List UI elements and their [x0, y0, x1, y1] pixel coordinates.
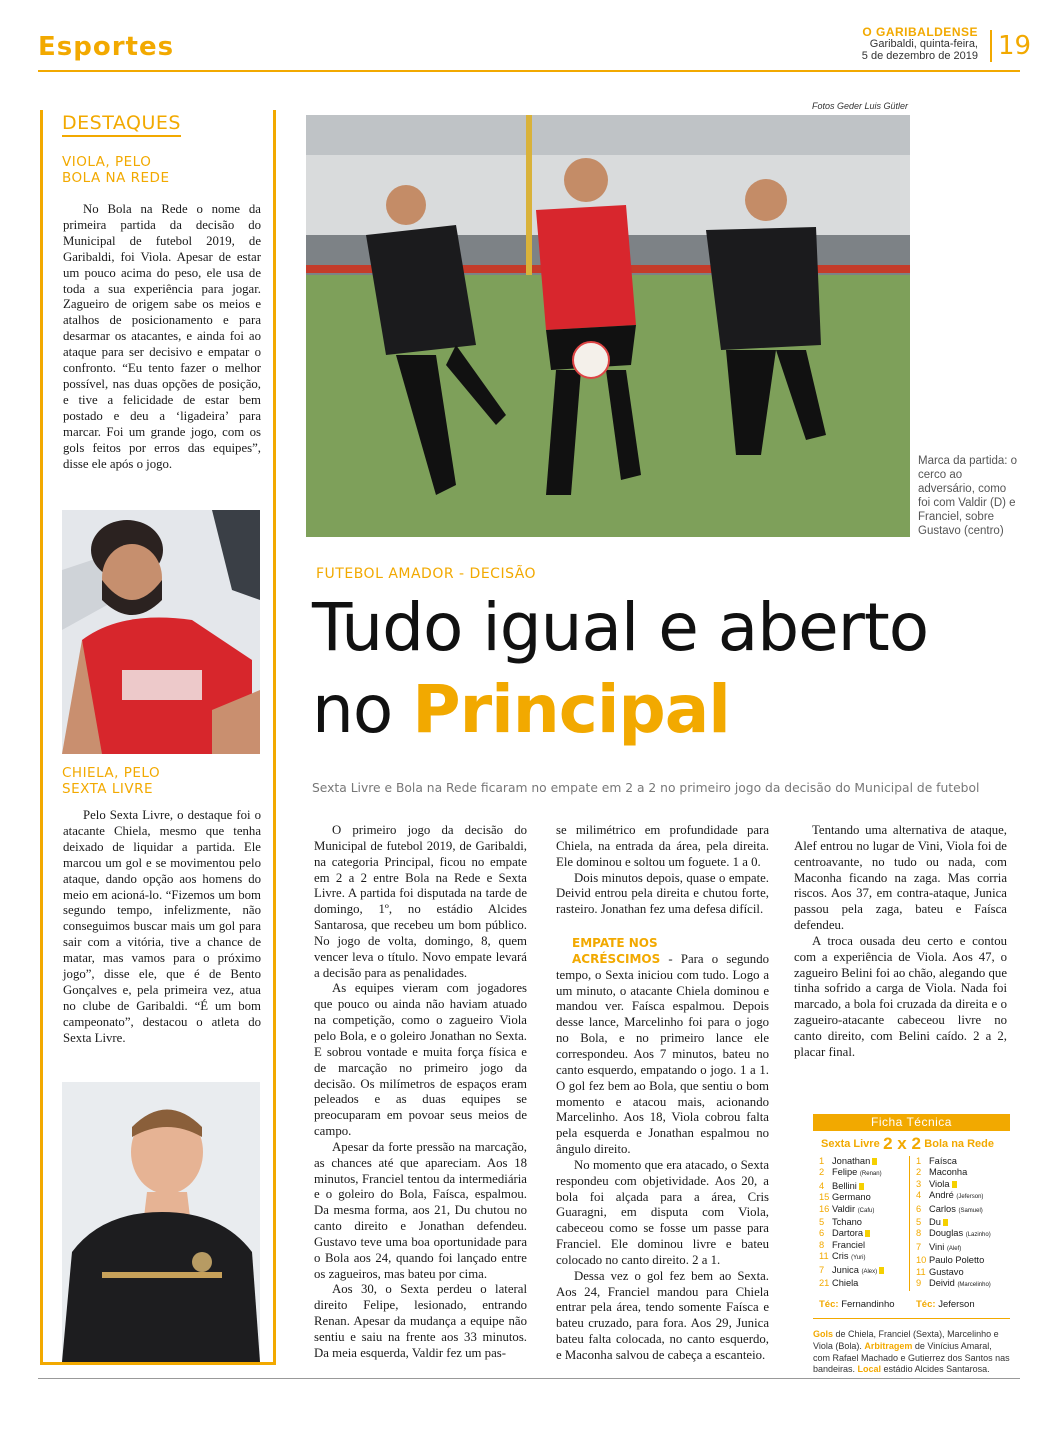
- gols-label: Gols: [813, 1329, 834, 1340]
- sub-line: CHIELA, PELO: [62, 765, 161, 781]
- match-illustration: [306, 115, 910, 537]
- sub-line: VIOLA, PELO: [62, 154, 152, 170]
- main-photo: [306, 115, 910, 537]
- section-title: Esportes: [38, 32, 175, 62]
- sidebar-text-viola: No Bola na Rede o nome da primeira partida da decisão do Municipal de futebol 2019, de Garibaldi, foi Viola. Apesar de estar um pouco acima do peso, ele usa de toda a sua experiência para jogar. Zagueiro de origem sabe os meios e atalhos de posicionamento e para desarmar os atacantes, e ainda foi ao ataque para ser decisivo e empatar o confronto. “Eu tento fazer o melhor possível, nas duas opções de posição, e tive a felicidade de estar bem postado e deu a ‘ligadeira’ para marcar. Foi um grande jogo, com os gols feitos por erros das equipes”, disse ele após o jogo.: [63, 202, 261, 471]
- coach-name: Jeferson: [938, 1299, 975, 1311]
- paragraph: Dessa vez o gol fez bem ao Sexta. Aos 24, Franciel mandou para Chiela entrar pela área, tendo somente Faísca e bateu cruzado, para fora. Aos 29, Junica bateu falta colocada, no canto esquerdo, e Maconha salvou de cabeça a escanteio.: [556, 1268, 769, 1362]
- player-number: 11: [819, 1251, 829, 1262]
- substitute-note: (Marcelinho): [957, 1282, 991, 1289]
- player-number: 6: [819, 1228, 825, 1239]
- substitute-note: (Lazinho): [965, 1232, 991, 1239]
- player-name: Cris: [832, 1251, 849, 1262]
- article-column-1: [314, 823, 527, 1362]
- player-number: 3: [916, 1178, 922, 1189]
- arbitragem-label: Arbitragem: [864, 1341, 913, 1352]
- sidebar-text-chiela: Pelo Sexta Livre, o destaque foi o atacante Chiela, mesmo que tenha deixado de liquidar a partida. Ele marcou um gol e se movimentou pelo ataque, dando opção aos homens do meio em acioná-lo. “Fizemos um bom segundo tempo, infelizmente, não conseguimos buscar mais um gol para sair com a vitória, tive a chance de matar, mas vamos para o próximo jogo”, disse ele, que é de Bento Gonçalves e, pela primeira vez, atua no clube de Garibaldi. “É um bom campeonato”, destacou o atleta do Sexta Livre.: [63, 808, 261, 1045]
- score: 2 x 2: [883, 1134, 921, 1153]
- player-number: 1: [916, 1156, 922, 1166]
- headline-highlight: Principal: [412, 671, 730, 748]
- player-name: Chiela: [832, 1278, 859, 1289]
- player-row: [819, 1265, 909, 1278]
- player-name: André: [929, 1190, 954, 1201]
- home-coach: [813, 1299, 910, 1310]
- intertitle: ACRÉSCIMOS: [572, 951, 661, 966]
- arbitragem-text: de Vinícius Amaral, com Rafael Machado e Gutierrez dos Santos nas bandeiras.: [813, 1341, 1010, 1375]
- player-row: [819, 1192, 909, 1203]
- player-row: [916, 1228, 991, 1241]
- local-text: estádio Alcides Santarosa.: [881, 1364, 990, 1375]
- gols-text: de Chiela, Franciel (Sexta), Marcelinho e Viola (Bola).: [813, 1329, 999, 1352]
- paragraph-intertitle: [556, 936, 769, 1158]
- substitute-note: (Yuri): [851, 1255, 866, 1262]
- headline-line1: Tudo igual e aberto: [312, 589, 929, 666]
- player-row: [916, 1267, 991, 1278]
- substitute-note: (Samuel): [958, 1207, 983, 1214]
- yellow-card-icon: [943, 1219, 948, 1226]
- player-name: Germano: [832, 1192, 871, 1203]
- coach-label: Téc:: [916, 1299, 936, 1311]
- viola-illustration: [62, 1082, 260, 1362]
- sidebar-subtitle-chiela: [62, 765, 160, 797]
- paragraph: Apesar da forte pressão na marcação, as chances até que apareciam. Aos 18 minutos, Franciel tentou da intermediária e o goleiro do Bola, Faísca, espalmou. Da mesma forma, aos 21, Du chutou no canto direito e Jonathan defendeu. Gustavo teve uma boa oportunidade para o Bola aos 24, quando foi lançado entre os zagueiros, mas bateu por cima.: [314, 1139, 527, 1281]
- player-row: [819, 1278, 909, 1289]
- player-name: Viola: [929, 1178, 950, 1189]
- intertitle: EMPATE NOS: [572, 936, 658, 951]
- player-row: [916, 1217, 991, 1228]
- location-date: Garibaldi, quinta-feira,: [869, 38, 978, 50]
- player-name: Junica: [832, 1264, 859, 1275]
- substitute-note: (Jeferson): [956, 1194, 984, 1201]
- player-number: 1: [819, 1156, 825, 1166]
- player-row: [819, 1217, 909, 1228]
- player-number: 11: [916, 1266, 926, 1277]
- player-number: 15: [819, 1192, 830, 1203]
- sub-line: BOLA NA REDE: [62, 170, 170, 186]
- player-row: [819, 1181, 909, 1192]
- yellow-card-icon: [952, 1181, 957, 1188]
- player-number: 4: [819, 1180, 825, 1191]
- player-name: Du: [929, 1217, 941, 1228]
- paragraph: A troca ousada deu certo e contou com a experiência de Viola. Aos 47, o zagueiro Belini foi ao chão, alegando que tinha sofrido a carga de Viola. Nada foi marcado, a bola foi cruzada da direita e o zagueiro-atacante cabeceou livre no canto direito, com Belini caído. 2 a 2, placar final.: [794, 933, 1007, 1059]
- substitute-note: (Alex): [861, 1268, 878, 1275]
- player-name: Faísca: [929, 1156, 957, 1166]
- home-team: Sexta Livre: [821, 1138, 880, 1150]
- player-name: Paulo Poletto: [929, 1255, 985, 1266]
- player-row: [916, 1190, 991, 1203]
- local-label: Local: [857, 1364, 882, 1375]
- player-row: [916, 1156, 991, 1167]
- paragraph: Aos 30, o Sexta perdeu o lateral direito Felipe, lesionado, entrando Renan. Apesar da mudança a equipe não sentiu e saiu na frente aos 33 minutos. Da meia esquerda, Valdir fez um pas-: [314, 1282, 527, 1360]
- chiela-illustration: [62, 510, 260, 754]
- ficha-details: [813, 1318, 1010, 1375]
- player-number: 7: [916, 1241, 922, 1252]
- yellow-card-icon: [865, 1230, 870, 1237]
- player-name: Douglas: [929, 1228, 964, 1239]
- article-column-2: [556, 823, 769, 1364]
- player-row: [916, 1255, 991, 1266]
- coach-name: Fernandinho: [841, 1299, 895, 1311]
- player-name: Vini: [929, 1241, 945, 1252]
- article-kicker: FUTEBOL AMADOR - DECISÃO: [316, 566, 537, 582]
- photo-viola: [62, 1082, 260, 1362]
- player-name: Carlos: [929, 1203, 956, 1214]
- headline-line2: [312, 670, 730, 750]
- player-row: [819, 1167, 909, 1180]
- article-lead: Sexta Livre e Bola na Rede ficaram no empate em 2 a 2 no primeiro jogo da decisão do Municipal de futebol: [312, 781, 980, 795]
- paragraph: No momento que era atacado, o Sexta respondeu com objetividade. Aos 20, a bola foi alçada para a área, Cris Guaragni, em disputa com Viola, cabeceou como se fosse um passe para Franciel. Ele dominou livre e bateu colocado no canto direito. 2 a 1.: [556, 1157, 769, 1267]
- substitute-note: (Alef): [946, 1245, 962, 1252]
- player-name: Bellini: [832, 1180, 857, 1191]
- player-number: 10: [916, 1255, 927, 1266]
- player-name: Felipe: [832, 1167, 858, 1178]
- player-row: [916, 1204, 991, 1217]
- sidebar-heading: DESTAQUES: [62, 112, 181, 137]
- player-number: 6: [916, 1203, 922, 1214]
- player-name: Valdir: [832, 1203, 856, 1214]
- paragraph: As equipes vieram com jogadores que pouco ou ainda não haviam atuado na competição, como o zagueiro Viola pelo Bola, e o goleiro Jonathan no Sexta. E sobrou vontade e muita força física e de marcação no primeiro jogo da decisão. Os milímetros de espaços eram peleados e as duas equipes se preocuparam em povoar seus meios de campo.: [314, 981, 527, 1139]
- paragraph: se milimétrico em profundidade para Chiela, na entrada da área, pela direita. Ele dominou e soltou um foguete. 1 a 0.: [556, 823, 769, 869]
- yellow-card-icon: [859, 1183, 864, 1190]
- article-column-3: [794, 823, 1007, 1061]
- page-number: 19: [990, 30, 1031, 62]
- publication-name: O GARIBALDENSE: [862, 25, 978, 39]
- player-name: Maconha: [929, 1167, 968, 1178]
- photo-caption: Marca da partida: o cerco ao adversário, como foi com Valdir (D) e Franciel, sobre Gustavo (centro): [918, 455, 1018, 537]
- player-row: [916, 1242, 991, 1255]
- player-name: Franciel: [832, 1239, 866, 1250]
- sub-line: SEXTA LIVRE: [62, 781, 153, 797]
- lineups: [813, 1156, 1010, 1291]
- coach-label: Téc:: [819, 1299, 839, 1311]
- player-name: Dartora: [832, 1228, 864, 1239]
- player-name: Deivid: [929, 1278, 955, 1289]
- player-number: 9: [916, 1278, 922, 1289]
- away-team: Bola na Rede: [924, 1138, 994, 1150]
- player-row: [916, 1179, 991, 1190]
- player-row: [819, 1228, 909, 1239]
- player-number: 2: [819, 1167, 825, 1178]
- substitute-note: (Renan): [859, 1171, 882, 1178]
- player-number: 8: [819, 1239, 825, 1250]
- ficha-score: [813, 1134, 1010, 1154]
- player-number: 21: [819, 1278, 830, 1289]
- player-number: 2: [916, 1167, 922, 1178]
- player-number: 4: [916, 1190, 922, 1201]
- yellow-card-icon: [879, 1267, 884, 1274]
- paragraph-text: - Para o segundo tempo, o Sexta iniciou com tudo. Logo a um minuto, o atacante Chiela dominou e mandou ver. Faísca espalmou. Depois desse lance, Marcelinho foi para o jogo no Bola, e no primeiro lance ele correspondeu. Aos 7 minutos, bateu no canto esquerdo, empatando o jogo. 1 a 1. O gol fez bem ao Bola, que sentiu o bom momento e atacou mais, acionando Marcelinho. Aos 18, Viola cobrou falta pela esquerda e Jonathan espalmou no ângulo direito.: [556, 951, 769, 1157]
- player-number: 16: [819, 1203, 830, 1214]
- player-number: 7: [819, 1264, 825, 1275]
- player-name: Jonathan: [832, 1156, 871, 1166]
- player-number: 8: [916, 1228, 922, 1239]
- player-name: Tchano: [832, 1217, 862, 1228]
- photo-credit: Fotos Geder Luis Gütler: [812, 101, 909, 111]
- issue-date: 5 de dezembro de 2019: [861, 50, 978, 62]
- player-name: Gustavo: [929, 1266, 964, 1277]
- ficha-tecnica: [813, 1114, 1010, 1376]
- player-number: 5: [916, 1217, 922, 1228]
- player-number: 5: [819, 1217, 825, 1228]
- headline-text: no: [312, 671, 413, 748]
- away-coach: [910, 1299, 975, 1310]
- player-row: [819, 1156, 909, 1167]
- home-lineup: [813, 1156, 910, 1291]
- substitute-note: (Cafu): [857, 1207, 875, 1214]
- player-row: [819, 1204, 909, 1217]
- player-row: [916, 1167, 991, 1178]
- header-rule: [38, 70, 1020, 72]
- player-row: [819, 1251, 909, 1264]
- player-row: [819, 1240, 909, 1251]
- paragraph: O primeiro jogo da decisão do Municipal de futebol 2019, de Garibaldi, na categoria Principal, ficou no empate em 2 a 2 entre Bola na Rede e Sexta Livre. A partida foi disputada na tarde de domingo, 1º, no estádio Alcides Santarosa, que recebeu um bom público. No jogo de volta, domingo, 8, quem vencer leva o título. Novo empate levará a decisão para as penalidades.: [314, 823, 527, 980]
- player-row: [916, 1278, 991, 1291]
- paragraph: Tentando uma alternativa de ataque, Alef entrou no lugar de Vini, Viola foi de centroavante, no tudo ou nada, com Maconha ficando na zaga. Mas corria riscos. Aos 37, em contra-ataque, Junica passou pela zaga, bateu e Faísca defendeu.: [794, 823, 1007, 933]
- paragraph: Dois minutos depois, quase o empate. Deivid entrou pela direita e chutou forte, rasteiro. Jonathan fez uma defesa difícil.: [556, 870, 769, 917]
- yellow-card-icon: [872, 1158, 877, 1165]
- photo-chiela: [62, 510, 260, 754]
- away-lineup: [910, 1156, 991, 1291]
- masthead: [862, 26, 978, 62]
- coaches: [813, 1299, 1010, 1310]
- ficha-title: Ficha Técnica: [813, 1114, 1010, 1131]
- sidebar-subtitle-viola: [62, 154, 169, 186]
- footer-rule: [38, 1378, 1020, 1379]
